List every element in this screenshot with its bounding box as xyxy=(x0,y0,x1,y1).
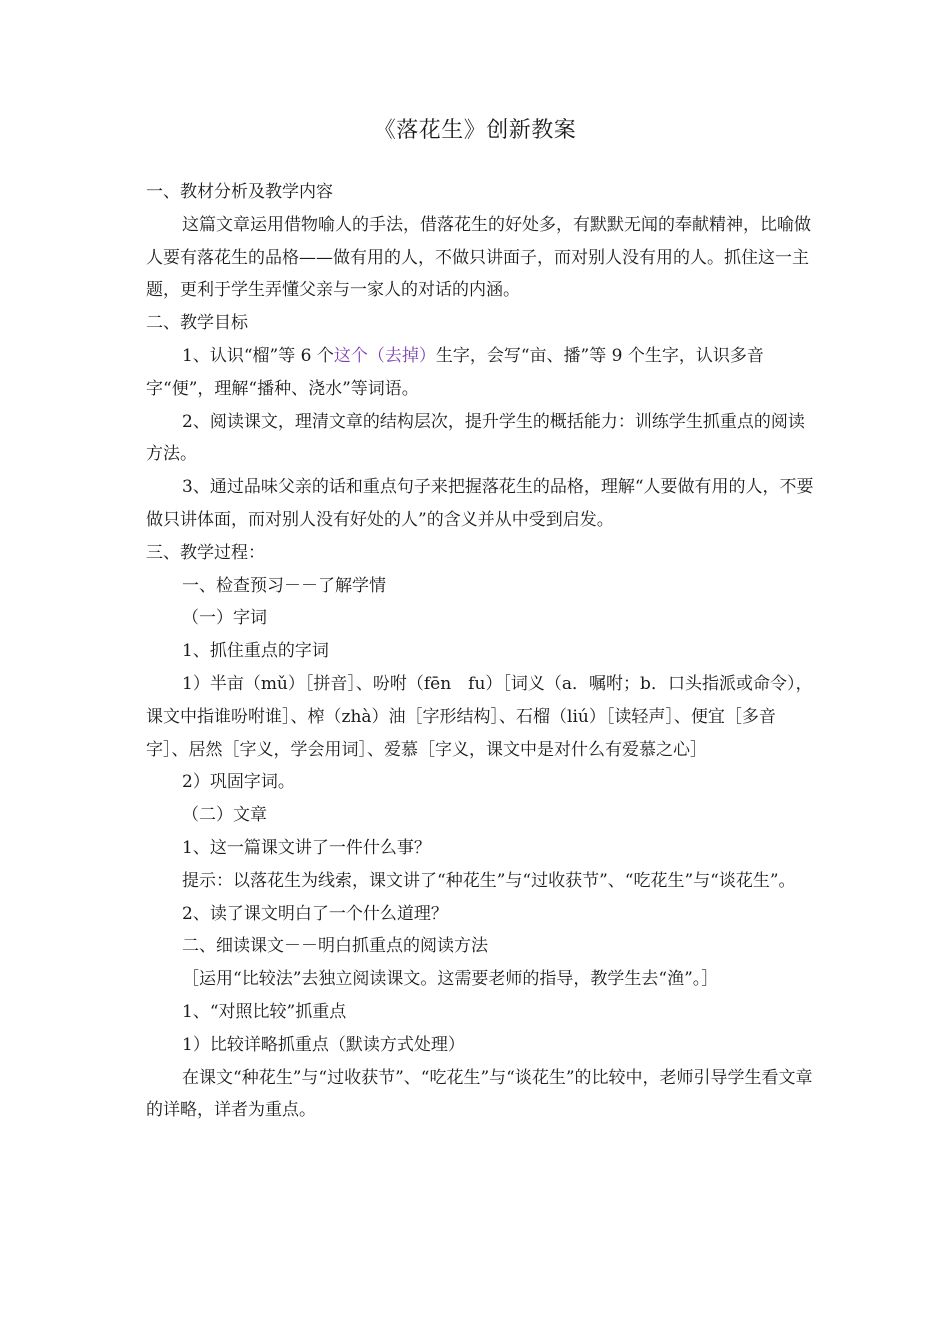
paragraph-text: 生字，会写“亩、播”等 9 个生字，认识多音字“便”，理解“播种、浇水”等词语。 xyxy=(146,345,764,399)
subheading: 二、细读课文－－明白抓重点的阅读方法 xyxy=(182,936,488,957)
list-item: 1）半亩（mǔ）［拼音］、吩咐（fēn fu）［词义（a．嘱咐；b．口头指派或命令），课文中指谁吩咐谁］、榨（zhà）油［字形结构］、石榴（liú）［读轻声］、便宜［多音字］、居然［字义，学会用词］、爱慕［字义，课文中是对什么有爱慕之心］ xyxy=(146,673,813,760)
highlight-text: 这个（去掉） xyxy=(333,345,436,366)
list-item: 2）巩固字词。 xyxy=(182,772,295,793)
list-item: 1、这一篇课文讲了一件什么事？ xyxy=(182,837,431,858)
document-title: 《落花生》创新教案 xyxy=(373,118,577,143)
paragraph: 这篇文章运用借物喻人的手法，借落花生的好处多，有默默无闻的奉献精神，比喻做人要有落花生的品格——做有用的人，不做只讲面子，而对别人没有用的人。抓住这一主题，更利于学生弄懂父亲与一家人的对话的内涵。 xyxy=(146,214,811,301)
subheading: （一）字词 xyxy=(182,608,267,629)
section-heading: 一、教材分析及教学内容 xyxy=(146,182,333,202)
list-item: 1、“对照比较”抓重点 xyxy=(182,1001,347,1022)
document-body xyxy=(146,176,818,1127)
paragraph: ［运用“比较法”去独立阅读课文。这需要老师的指导，教学生去“渔”。］ xyxy=(182,969,719,990)
paragraph: 提示：以落花生为线索，课文讲了“种花生”与“过收获节”、“吃花生”与“谈花生”。 xyxy=(182,870,796,891)
section-heading: 二、教学目标 xyxy=(146,313,248,334)
list-item: 1、抓住重点的字词 xyxy=(182,641,329,662)
subheading: 一、检查预习－－了解学情 xyxy=(182,575,386,596)
paragraph-with-highlight xyxy=(146,340,818,406)
paragraph: 3、通过品味父亲的话和重点句子来把握落花生的品格，理解“人要做有用的人，不要做只讲体面，而对别人没有好处的人”的含义并从中受到启发。 xyxy=(146,477,814,530)
paragraph: 在课文“种花生”与“过收获节”、“吃花生”与“谈花生”的比较中，老师引导学生看文章的详略，详者为重点。 xyxy=(146,1067,813,1121)
section-heading: 三、教学过程： xyxy=(146,542,265,563)
list-item: 2、读了课文明白了一个什么道理？ xyxy=(182,903,448,924)
paragraph-text: 1、认识“榴”等 6 个 xyxy=(182,345,334,366)
subheading: （二）文章 xyxy=(182,805,267,826)
list-item: 1）比较详略抓重点（默读方式处理） xyxy=(182,1034,465,1055)
paragraph: 2、阅读课文，理清文章的结构层次，提升学生的概括能力：训练学生抓重点的阅读方法。 xyxy=(146,411,805,465)
